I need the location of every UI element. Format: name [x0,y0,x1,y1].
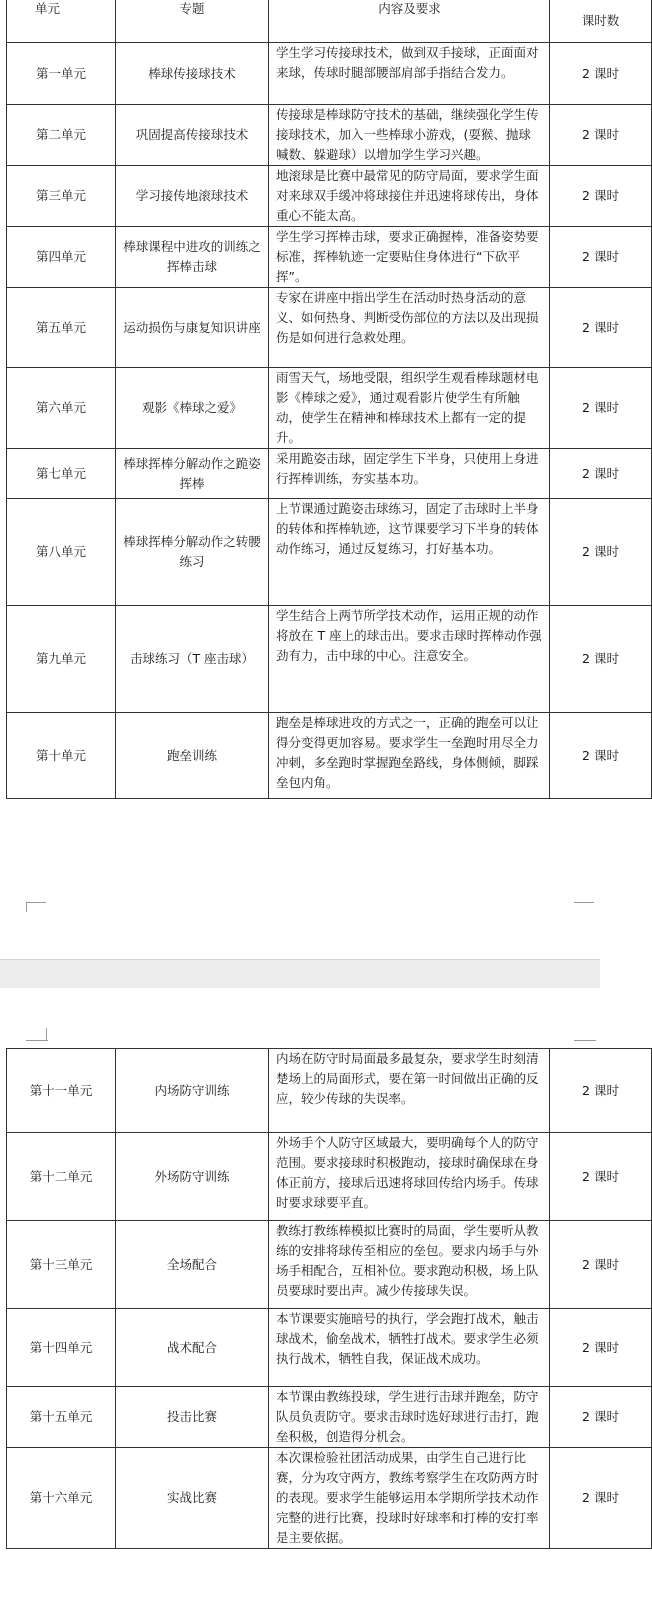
header-topic: 专题 [116,0,269,43]
hours-cell: 2 课时 [550,227,652,288]
unit-cell: 第一单元 [7,43,116,105]
topic-cell: 巩固提高传接球技术 [116,105,269,166]
content-cell: 地滚球是比赛中最常见的防守局面，要求学生面对来球双手缓冲将球接住并迅速将球传出，身体重心不能太高。 [269,166,550,227]
topic-cell: 运动损伤与康复知识讲座 [116,288,269,368]
hours-cell: 2 课时 [550,449,652,499]
unit-cell: 第四单元 [7,227,116,288]
topic-cell: 投击比赛 [116,1387,269,1448]
content-cell: 外场手个人防守区域最大，要明确每个人的防守范围。要求接球时积极跑动，接球时确保球在身体正前方，接球后迅速将球回传给内场手。传球时要求球要平直。 [269,1133,550,1221]
topic-cell: 击球练习（T 座击球） [116,606,269,713]
unit-cell: 第八单元 [7,499,116,606]
header-content: 内容及要求 [269,0,550,43]
unit-cell: 第十单元 [7,713,116,799]
unit-cell: 第七单元 [7,449,116,499]
table-row [7,499,652,606]
unit-cell: 第五单元 [7,288,116,368]
unit-cell: 第三单元 [7,166,116,227]
hours-cell: 2 课时 [550,105,652,166]
unit-cell: 第六单元 [7,368,116,449]
hours-cell: 2 课时 [550,713,652,799]
page-corner-mark [26,1040,48,1041]
document-page-2 [0,988,619,1613]
content-cell: 上节课通过跪姿击球练习，固定了击球时上半身的转体和挥棒轨迹，这节课要学习下半身的转体动作练习，通过反复练习，打好基本功。 [269,499,550,606]
hours-cell: 2 课时 [550,1133,652,1221]
content-cell: 学生学习挥棒击球，要求正确握棒，准备姿势要标准，挥棒轨迹一定要贴住身体进行“下砍平挥”。 [269,227,550,288]
unit-cell: 第十四单元 [7,1309,116,1387]
topic-cell: 全场配合 [116,1221,269,1309]
page-corner-mark [26,902,27,912]
table-header-row [7,0,652,43]
hours-cell: 2 课时 [550,1387,652,1448]
topic-cell: 观影《棒球之爱》 [116,368,269,449]
table-row [7,43,652,105]
unit-cell: 第十二单元 [7,1133,116,1221]
hours-cell: 2 课时 [550,166,652,227]
page-corner-mark [26,902,46,917]
table-row [7,713,652,799]
content-cell: 内场在防守时局面最多最复杂，要求学生时刻清楚场上的局面形式，要在第一时间做出正确的反应，较少传球的失误率。 [269,1049,550,1133]
content-cell: 学生学习传接球技术，做到双手接球，正面面对来球，传球时腿部腰部肩部手指结合发力。 [269,43,550,105]
topic-cell: 跑垒训练 [116,713,269,799]
topic-cell: 学习接传地滚球技术 [116,166,269,227]
hours-cell: 2 课时 [550,288,652,368]
page-corner-mark [574,902,594,917]
table-row [7,105,652,166]
table-row [7,1133,652,1221]
content-cell: 专家在讲座中指出学生在活动时热身活动的意义、如何热身、判断受伤部位的方法以及出现损伤是如何进行急救处理。 [269,288,550,368]
topic-cell: 战术配合 [116,1309,269,1387]
topic-cell: 棒球传接球技术 [116,43,269,105]
unit-cell: 第十三单元 [7,1221,116,1309]
header-hours: 课时数 [550,0,652,43]
table-row [7,1387,652,1448]
hours-cell: 2 课时 [550,499,652,606]
hours-cell: 2 课时 [550,1049,652,1133]
table-row [7,1309,652,1387]
content-cell: 传接球是棒球防守技术的基础，继续强化学生传接球技术，加入一些棒球小游戏，(耍猴、抛球喊数、躲避球）以增加学生学习兴趣。 [269,105,550,166]
topic-cell: 实战比赛 [116,1448,269,1549]
content-cell: 采用跪姿击球，固定学生下半身，只使用上身进行挥棒训练，夯实基本功。 [269,449,550,499]
content-cell: 本节课由教练投球，学生进行击球并跑垒，防守队员负责防守。要求击球时选好球进行击打，跑垒积极，创造得分机会。 [269,1387,550,1448]
table-row [7,606,652,713]
page-corner-mark [574,1040,596,1041]
table-row [7,368,652,449]
table-row [7,1221,652,1309]
page-separator [0,960,600,988]
unit-cell: 第十一单元 [7,1049,116,1133]
topic-cell: 棒球挥棒分解动作之转腰练习 [116,499,269,606]
hours-cell: 2 课时 [550,368,652,449]
table-row [7,1448,652,1549]
topic-cell: 棒球课程中进攻的训练之挥棒击球 [116,227,269,288]
header-unit: 单元 [7,0,116,43]
hours-cell: 2 课时 [550,1448,652,1549]
content-cell: 雨雪天气，场地受限，组织学生观看棒球题材电影《棒球之爱》，通过观看影片使学生有所触动，使学生在精神和棒球技术上都有一定的提升。 [269,368,550,449]
hours-cell: 2 课时 [550,43,652,105]
table-row [7,227,652,288]
table-row [7,1049,652,1133]
topic-cell: 棒球挥棒分解动作之跪姿挥棒 [116,449,269,499]
curriculum-table-page-2 [6,1048,652,1549]
unit-cell: 第十五单元 [7,1387,116,1448]
table-row [7,449,652,499]
hours-cell: 2 课时 [550,606,652,713]
unit-cell: 第十六单元 [7,1448,116,1549]
curriculum-table-page-1 [6,0,652,799]
page-corner-mark [46,1028,47,1040]
hours-cell: 2 课时 [550,1309,652,1387]
table-row [7,166,652,227]
content-cell: 本节课要实施暗号的执行，学会跑打战术，触击球战术，偷垒战术，牺牲打战术。要求学生必须执行战术，牺牲自我，保证战术成功。 [269,1309,550,1387]
content-cell: 教练打教练棒模拟比赛时的局面，学生要听从教练的安排将球传至相应的垒包。要求内场手与外场手相配合，互相补位。要求跑动积极，场上队员要球时要出声。减少传接球失误。 [269,1221,550,1309]
content-cell: 学生结合上两节所学技术动作，运用正规的动作将放在 T 座上的球击出。要求击球时挥棒动作强劲有力，击中球的中心。注意安全。 [269,606,550,713]
topic-cell: 内场防守训练 [116,1049,269,1133]
topic-cell: 外场防守训练 [116,1133,269,1221]
unit-cell: 第二单元 [7,105,116,166]
content-cell: 本次课检验社团活动成果，由学生自己进行比赛，分为攻守两方，教练考察学生在攻防两方时的表现。要求学生能够运用本学期所学技术动作完整的进行比赛，投球时好球率和打棒的安打率是主要依据。 [269,1448,550,1549]
unit-cell: 第九单元 [7,606,116,713]
content-cell: 跑垒是棒球进攻的方式之一，正确的跑垒可以让得分变得更加容易。要求学生一垒跑时用尽全力冲刺，多垒跑时掌握跑垒路线，身体侧倾，脚踩垒包内角。 [269,713,550,799]
hours-cell: 2 课时 [550,1221,652,1309]
table-row [7,288,652,368]
